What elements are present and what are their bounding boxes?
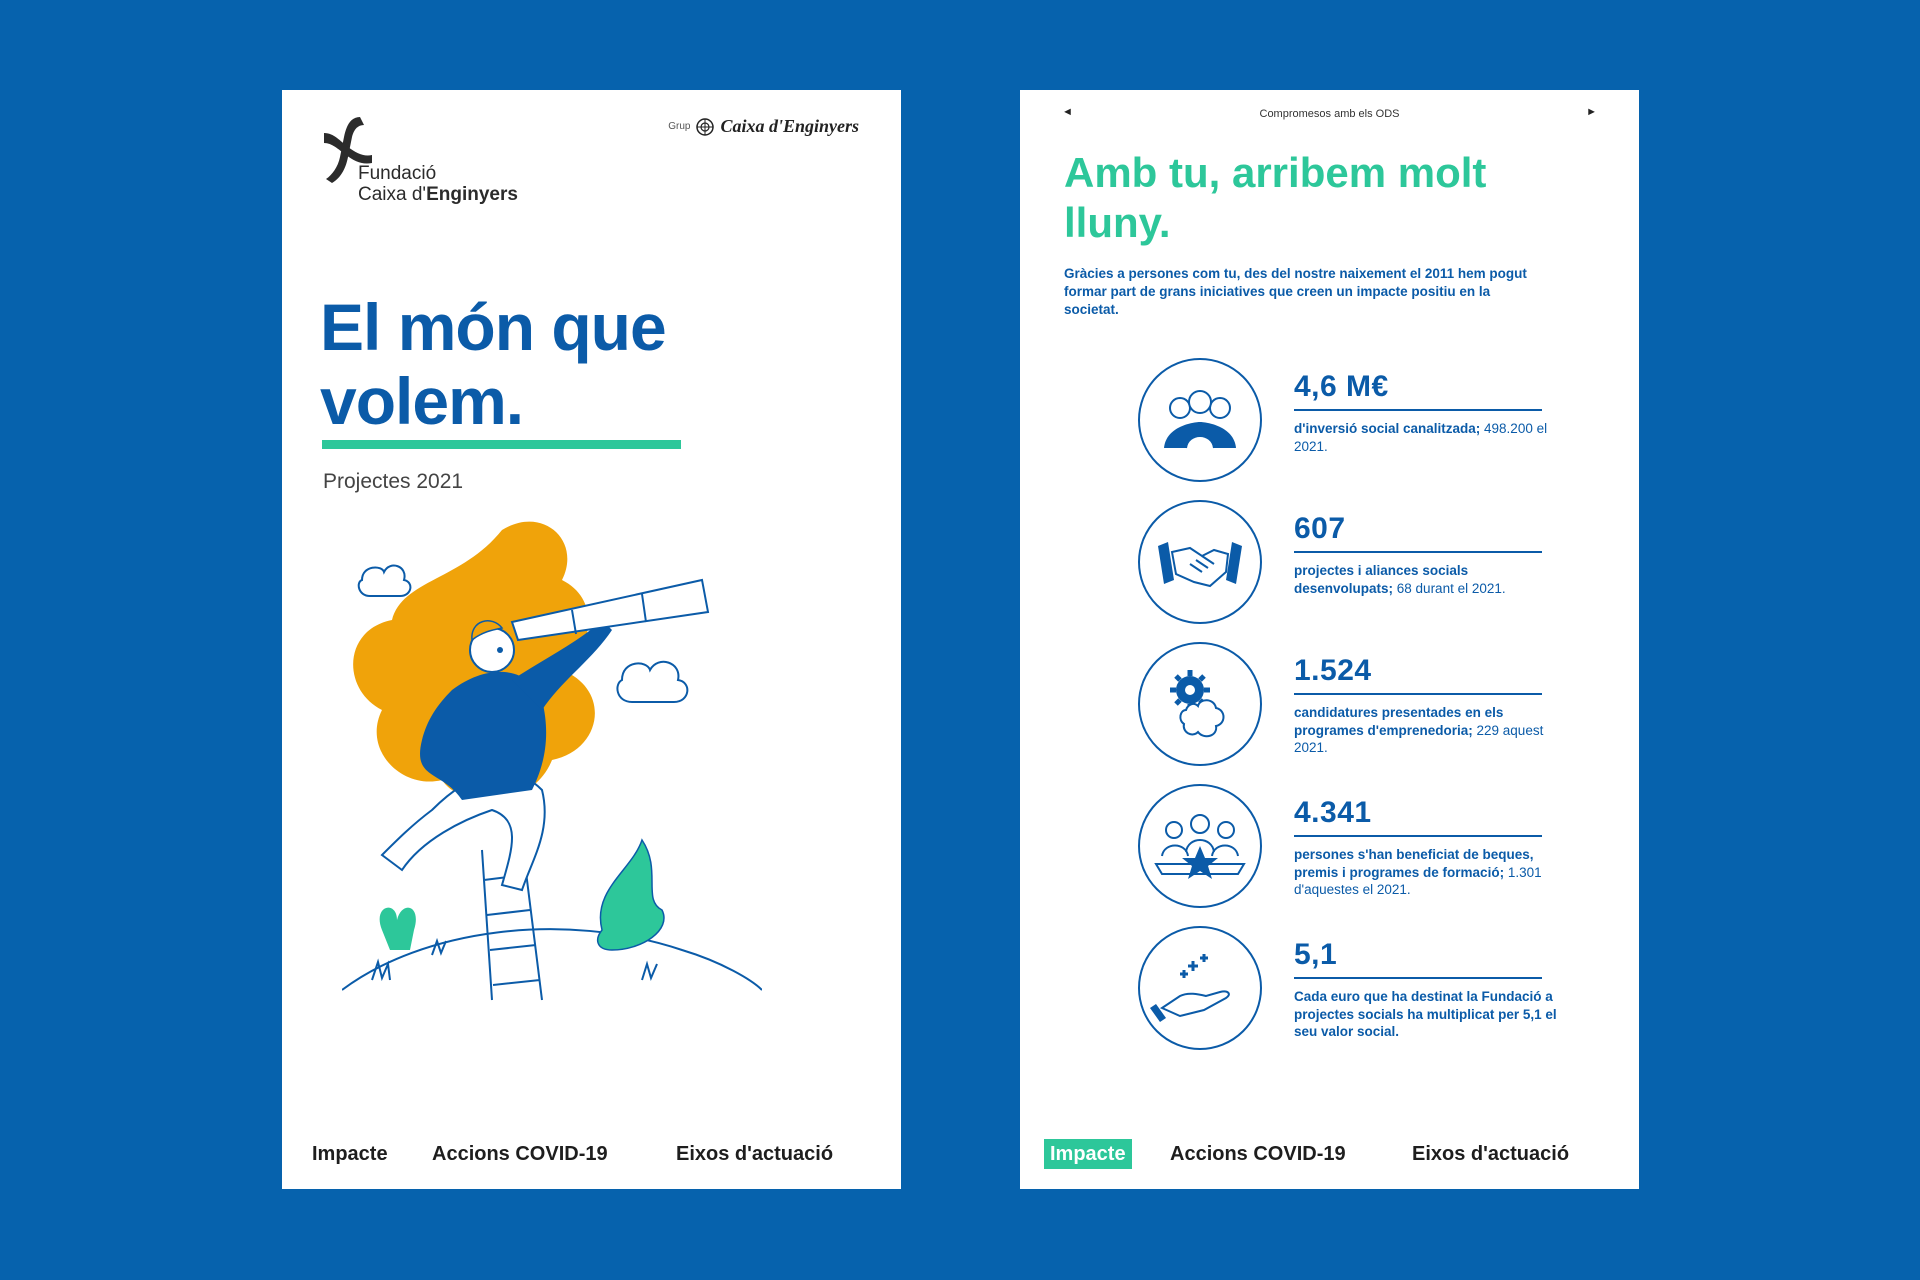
people-group-icon <box>1138 358 1262 482</box>
stat-divider <box>1294 977 1542 979</box>
nav-accions-covid[interactable]: Accions COVID-19 <box>432 1143 608 1165</box>
stat-description <box>1294 420 1564 455</box>
nav-impacte[interactable]: Impacte <box>1044 1139 1132 1169</box>
stat-desc-light: 1.301 d'aquestes el 2021. <box>1294 864 1542 897</box>
stat-divider <box>1294 693 1542 695</box>
stat-item <box>1138 358 1578 488</box>
gear-brain-icon <box>1138 642 1262 766</box>
logo-line-2-strong: Enginyers <box>426 184 518 205</box>
page-topbar <box>1020 106 1639 126</box>
hand-plus-icon <box>1138 926 1262 1050</box>
stat-divider <box>1294 409 1542 411</box>
stat-item <box>1138 784 1578 914</box>
stat-desc-bold: projectes i aliances socials desenvolupats; <box>1294 563 1469 596</box>
next-page-icon[interactable]: ► <box>1586 106 1597 118</box>
stat-desc-bold: persones s'han beneficiat de beques, premis i programes de formació; <box>1294 847 1534 880</box>
logo-line-2 <box>358 184 518 205</box>
stat-desc-bold: Cada euro que ha destinat la Fundació a projectes socials ha multiplicat per 5,1 el seu valor social. <box>1294 989 1557 1039</box>
logo-line-1: Fundació <box>358 163 437 184</box>
stat-description <box>1294 988 1564 1041</box>
logo-line-2-prefix: Caixa d' <box>358 184 427 205</box>
stat-description <box>1294 846 1564 899</box>
page-title: El món que volem. <box>320 290 666 438</box>
fundacio-logo-text <box>358 163 518 205</box>
stat-desc-bold: candidatures presentades en els programes d'emprenedoria; <box>1294 705 1504 738</box>
nav-eixos-actuacio[interactable]: Eixos d'actuació <box>1412 1143 1570 1165</box>
stat-desc-light: 498.200 el 2021. <box>1294 421 1548 454</box>
stat-desc-light: 68 durant el 2021. <box>1393 580 1506 596</box>
stat-description <box>1294 704 1564 757</box>
impact-page <box>1020 90 1639 1189</box>
stat-divider <box>1294 835 1542 837</box>
nav-impacte[interactable]: Impacte <box>312 1143 388 1165</box>
page-subtitle: Projectes 2021 <box>323 470 464 493</box>
group-logo <box>668 116 859 137</box>
stat-item <box>1138 926 1578 1056</box>
bottom-nav <box>282 1139 901 1169</box>
bottom-nav <box>1020 1139 1639 1169</box>
stat-value: 4,6 M€ <box>1294 370 1389 403</box>
stat-value: 4.341 <box>1294 796 1372 829</box>
star-people-icon <box>1138 784 1262 908</box>
emblem-icon <box>695 117 715 137</box>
group-logo-prefix: Grup <box>668 121 691 132</box>
explorer-telescope-illustration <box>342 510 762 1015</box>
stat-item <box>1138 642 1578 772</box>
stat-value: 5,1 <box>1294 938 1338 971</box>
stat-item <box>1138 500 1578 630</box>
group-logo-name: Caixa d'Enginyers <box>720 116 859 136</box>
page-headline: Amb tu, arribem molt lluny. <box>1064 149 1487 246</box>
stat-divider <box>1294 551 1542 553</box>
cover-page <box>282 90 901 1189</box>
nav-accions-covid[interactable]: Accions COVID-19 <box>1170 1143 1346 1165</box>
stat-desc-bold: d'inversió social canalitzada; <box>1294 421 1481 436</box>
title-underline <box>322 440 681 449</box>
stat-desc-light: 229 aquest 2021. <box>1294 722 1544 755</box>
stat-value: 1.524 <box>1294 654 1372 687</box>
section-title: Compromesos amb els ODS <box>1259 108 1400 120</box>
nav-eixos-actuacio[interactable]: Eixos d'actuació <box>676 1143 834 1165</box>
prev-page-icon[interactable]: ◄ <box>1062 106 1073 118</box>
intro-text: Gràcies a persones com tu, des del nostre naixement el 2011 hem pogut formar part de grans iniciatives que creen un impacte positiu en la societat. <box>1064 266 1527 317</box>
stat-description <box>1294 562 1564 597</box>
handshake-icon <box>1138 500 1262 624</box>
stat-value: 607 <box>1294 512 1346 545</box>
